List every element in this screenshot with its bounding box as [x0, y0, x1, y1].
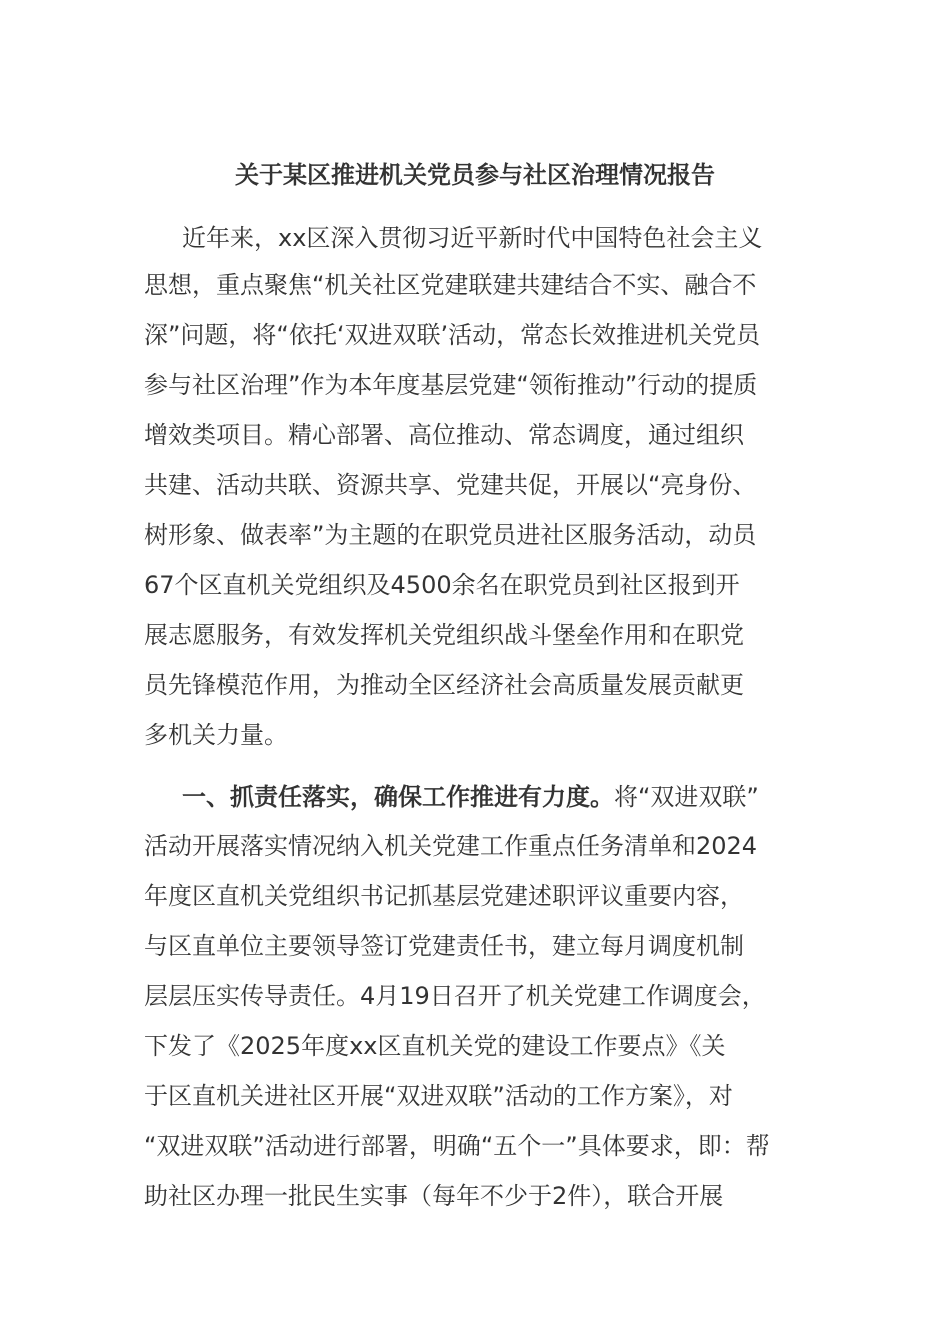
paragraph-line: 于区直机关进社区开展“双进双联”活动的工作方案》，对 — [144, 1082, 733, 1110]
paragraph-line: 助社区办理一批民生实事（每年不少于2件），联合开展 — [144, 1182, 724, 1210]
paragraph-line: 参与社区治理”作为本年度基层党建“领衔推动”行动的提质 — [144, 371, 758, 399]
paragraph-line: 层层压实传导责任。4月19日召开了机关党建工作调度会， — [144, 982, 766, 1010]
paragraph-line: 深”问题，将“依托‘双进双联’活动，常态长效推进机关党员 — [144, 321, 761, 349]
paragraph-line: 增效类项目。精心部署、高位推动、常态调度，通过组织 — [144, 421, 744, 449]
section-heading-line — [182, 777, 759, 817]
section-heading-rest: 将“双进双联” — [614, 783, 759, 811]
paragraph-line: 员先锋模范作用，为推动全区经济社会高质量发展贡献更 — [144, 671, 744, 699]
paragraph-line: “双进双联”活动进行部署，明确“五个一”具体要求，即：帮 — [144, 1132, 770, 1160]
paragraph-line: 67个区直机关党组织及4500余名在职党员到社区报到开 — [144, 571, 740, 599]
paragraph-line: 树形象、做表率”为主题的在职党员进社区服务活动，动员 — [144, 521, 757, 549]
document-title: 关于某区推进机关党员参与社区治理情况报告 — [235, 161, 715, 189]
paragraph-line: 下发了《2025年度xx区直机关党的建设工作要点》《关 — [144, 1032, 726, 1060]
paragraph-line: 共建、活动共联、资源共享、党建共促，开展以“亮身份、 — [144, 471, 757, 499]
paragraph-line: 年度区直机关党组织书记抓基层党建述职评议重要内容， — [144, 882, 744, 910]
paragraph-line: 近年来，xx区深入贯彻习近平新时代中国特色社会主义 — [182, 224, 763, 252]
paragraph-line: 与区直单位主要领导签订党建责任书，建立每月调度机制 — [144, 932, 744, 960]
section-heading: 一、抓责任落实，确保工作推进有力度。 — [182, 783, 614, 811]
paragraph-line: 思想，重点聚焦“机关社区党建联建共建结合不实、融合不 — [144, 271, 757, 299]
paragraph-line: 展志愿服务，有效发挥机关党组织战斗堡垒作用和在职党 — [144, 621, 744, 649]
paragraph-line: 多机关力量。 — [144, 721, 288, 749]
paragraph-line: 活动开展落实情况纳入机关党建工作重点任务清单和2024 — [144, 832, 758, 860]
